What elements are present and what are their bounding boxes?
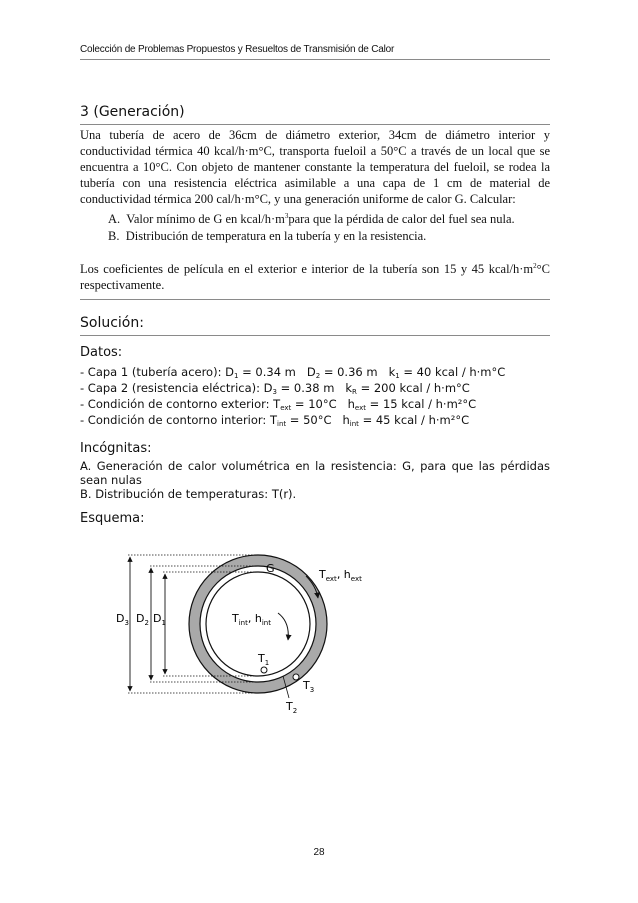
solution-title: Solución: — [80, 315, 144, 331]
value: = 40 kcal / h·m°C — [399, 365, 506, 379]
question-a-text-after: para que la pérdida de calor del fuel sea nula. — [288, 212, 515, 226]
incognitas-a: A. Generación de calor volumétrica en la resistencia: G, para que las pérdidas sean nulas — [80, 459, 550, 487]
subscript: 1 — [395, 372, 400, 380]
note-sup: 2 — [533, 262, 537, 270]
symbol: k — [388, 365, 396, 379]
symbol: h — [347, 397, 355, 411]
esquema-title: Esquema: — [80, 511, 145, 526]
subscript: int — [349, 420, 359, 428]
question-b-text: Distribución de temperatura en la tubería y en la resistencia. — [125, 229, 427, 243]
datos-label: - Capa 2 (resistencia eléctrica): — [80, 381, 264, 395]
symbol: D — [306, 365, 316, 379]
symbol: k — [345, 381, 353, 395]
label-d3: $D_3$ — [116, 612, 129, 627]
note-text-after: °C respectivamente. — [80, 262, 550, 292]
subscript: 3 — [272, 388, 277, 396]
value: = 15 kcal / h·m²°C — [366, 397, 477, 411]
t1-point — [261, 667, 267, 673]
value: = 45 kcal / h·m²°C — [358, 413, 470, 427]
running-header: Colección de Problemas Propuestos y Resueltos de Transmisión de Calor — [80, 44, 395, 55]
value: = 0.34 m — [238, 365, 296, 379]
value: = 10°C — [291, 397, 337, 411]
datos-label: - Capa 1 (tubería acero): — [80, 365, 226, 379]
value: = 200 kcal / h·m°C — [356, 381, 470, 395]
value: = 0.38 m — [276, 381, 335, 395]
incognitas-b: B. Distribución de temperaturas: T(r). — [80, 487, 297, 501]
question-a-sup: 3 — [284, 212, 289, 220]
label-g: G — [266, 562, 275, 575]
datos-label: - Condición de contorno interior: — [80, 413, 270, 427]
symbol: h — [342, 413, 350, 427]
t3-point — [293, 674, 299, 680]
subscript: 2 — [315, 372, 321, 380]
symbol: T — [273, 397, 281, 411]
label-text-hext: $T_{ext}$, $h_{ext}$ — [319, 568, 362, 583]
datos-label: - Condición de contorno exterior: — [80, 397, 274, 411]
label-tint-hint: $T_{int}$, $h_{int}$ — [232, 612, 271, 627]
subscript: ext — [280, 404, 292, 412]
label-d2: $D_2$ — [136, 612, 149, 627]
label-t1: $T_1$ — [258, 652, 270, 667]
value: = 50°C — [286, 413, 332, 427]
value: = 0.36 m — [320, 365, 378, 379]
subscript: 1 — [233, 372, 239, 380]
symbol: D — [225, 365, 234, 379]
subscript: ext — [354, 404, 366, 412]
subscript: int — [277, 420, 287, 428]
symbol: T — [269, 413, 277, 427]
question-a-text: Valor mínimo de G en kcal/h·m — [126, 212, 285, 226]
subscript: R — [352, 388, 357, 396]
incognitas-title: Incógnitas: — [80, 441, 152, 456]
symbol: D — [263, 381, 273, 395]
problem-title: 3 (Generación) — [80, 104, 185, 120]
page-number: 28 — [313, 847, 325, 858]
question-a-marker: A. — [108, 212, 121, 226]
question-b-marker: B. — [108, 229, 120, 243]
note-text: Los coeficientes de película en el exterior e interior de la tubería son 15 y 45 kcal/h·m — [80, 262, 534, 276]
label-t2: $T_2$ — [286, 700, 298, 715]
datos-title: Datos: — [80, 345, 123, 360]
label-t3: $T_3$ — [303, 679, 315, 694]
label-d1: $D_1$ — [153, 612, 166, 627]
problem-statement: Una tubería de acero de 36cm de diámetro exterior, 34cm de diámetro interior y conductividad térmica 40 kcal/h·m°C, transporta fueloil a 50°C a través de un local que se encuentra a 10°C. Con objeto de mantener constante la temperatura del fueloil, se rodea la tubería con una resistencia eléctrica asimilable a una capa de 1 cm de material de conductividad térmica 200 cal/h·m°C, y una generación uniforme de calor G. Calcular: — [80, 128, 550, 206]
